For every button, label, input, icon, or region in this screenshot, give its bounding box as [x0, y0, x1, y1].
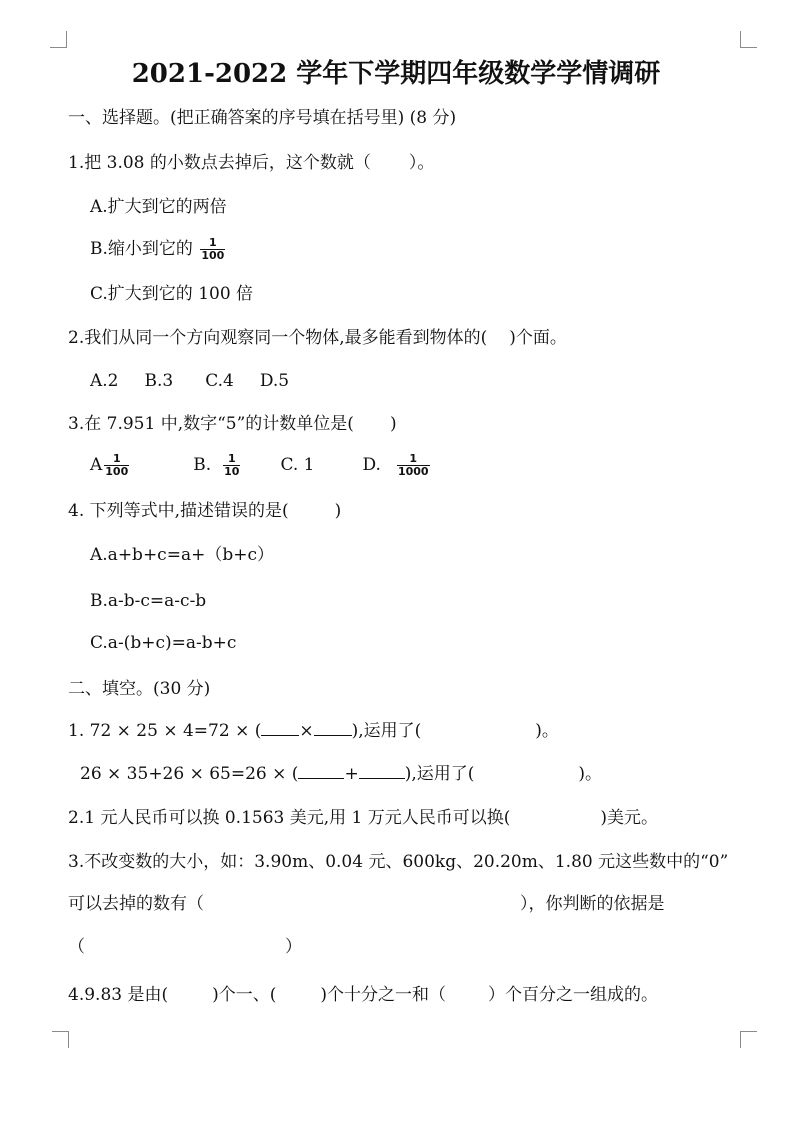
expression-text: 1. 72 × 25 × 4=72 × ( [68, 721, 262, 741]
option-text: B.缩小到它的 [90, 239, 193, 259]
corner-mark-bottom-left [52, 1031, 69, 1048]
question-text: ），你判断的依据是 [520, 894, 665, 914]
corner-mark-bottom-right [740, 1031, 757, 1048]
operator-text: + [344, 764, 359, 784]
question-stem-end: )个面。 [509, 328, 567, 348]
q1-4-option-a: A.a+b+c=a+（b+c） [90, 545, 274, 565]
corner-mark-top-right [740, 31, 757, 48]
q1-4-option-b: B.a-b-c=a-c-b [90, 591, 207, 611]
question-2-1-line-2 [80, 761, 602, 787]
question-1-4 [68, 498, 341, 524]
question-text: 可以去掉的数有（ [68, 894, 204, 914]
question-1-1 [68, 150, 434, 176]
question-stem: 4. 下列等式中,描述错误的是( [68, 501, 289, 521]
option-a: A.2 [90, 371, 119, 391]
fraction-denominator: 100 [201, 249, 225, 262]
question-stem-end: ) [389, 414, 397, 434]
q1-3-options [90, 452, 432, 478]
section-2-heading: 二、填空。(30 分) [68, 679, 211, 699]
expression-text: ),运用了( [404, 764, 475, 784]
expression-text: )。 [535, 721, 559, 741]
option-b-prefix: B. [193, 455, 212, 475]
fraction-one-tenth [223, 453, 240, 478]
question-text: ）个百分之一组成的。 [488, 985, 659, 1005]
fraction-one-thousandth [397, 453, 430, 478]
question-1-3 [68, 411, 397, 437]
fill-blank[interactable] [261, 721, 299, 736]
question-text: 2.1 元人民币可以换 0.1563 美元,用 1 万元人民币可以换( [68, 808, 511, 828]
question-stem: 3.在 7.951 中,数字“5”的计数单位是( [68, 414, 354, 434]
section-1-heading: 一、选择题。(把正确答案的序号填在括号里) (8 分) [68, 108, 457, 128]
option-c: C. 1 [280, 455, 315, 475]
fraction-one-hundredth [104, 453, 129, 478]
fraction-numerator: 1 [112, 452, 121, 465]
operator-text: × [299, 721, 314, 741]
question-2-2 [68, 805, 658, 831]
corner-mark-top-left [50, 31, 67, 48]
expression-text: ),运用了( [351, 721, 422, 741]
fill-blank[interactable] [314, 721, 352, 736]
option-d-prefix: D. [362, 455, 381, 475]
question-text: )美元。 [600, 808, 659, 828]
question-2-3-line-3 [68, 934, 302, 960]
question-2-4 [68, 982, 658, 1008]
question-text: )个十分之一和（ [320, 985, 447, 1005]
question-stem-end: ) [334, 501, 342, 521]
fraction-denominator: 100 [105, 465, 129, 478]
fraction-numerator: 1 [227, 452, 236, 465]
option-d: D.5 [259, 371, 290, 391]
question-text: )个一、( [212, 985, 277, 1005]
q1-4-option-c: C.a-(b+c)=a-b+c [90, 633, 237, 653]
question-text: 4.9.83 是由( [68, 985, 169, 1005]
fraction-denominator: 10 [224, 465, 240, 478]
fraction-denominator: 1000 [397, 465, 429, 478]
fill-blank[interactable] [298, 764, 344, 779]
expression-text: )。 [578, 764, 602, 784]
q1-1-option-b [90, 236, 227, 262]
option-c: C.4 [205, 371, 234, 391]
fraction-one-hundredth [200, 237, 225, 262]
option-b: B.3 [144, 371, 174, 391]
question-text: ） [285, 937, 302, 957]
fraction-numerator: 1 [409, 452, 418, 465]
q1-2-options [90, 368, 289, 394]
fill-blank[interactable] [359, 764, 405, 779]
page-title: 2021-2022 学年下学期四年级数学学情调研 [131, 59, 661, 89]
q1-1-option-a: A.扩大到它的两倍 [90, 197, 227, 217]
question-text: （ [68, 937, 85, 957]
expression-text: 26 × 35+26 × 65=26 × ( [80, 764, 299, 784]
question-2-1-line-1 [68, 718, 559, 744]
option-a-prefix: A [90, 455, 103, 475]
question-2-3-line-1: 3.不改变数的大小，如：3.90m、0.04 元、600kg、20.20m、1.80 元这些数中的“0” [68, 852, 729, 872]
question-1-2 [68, 325, 567, 351]
question-stem-end: ）。 [408, 153, 435, 173]
q1-1-option-c: C.扩大到它的 100 倍 [90, 284, 254, 304]
question-2-3-line-2 [68, 891, 665, 917]
question-stem: 1.把 3.08 的小数点去掉后，这个数就（ [68, 153, 371, 173]
fraction-numerator: 1 [208, 236, 217, 249]
question-stem: 2.我们从同一个方向观察同一个物体,最多能看到物体的( [68, 328, 488, 348]
